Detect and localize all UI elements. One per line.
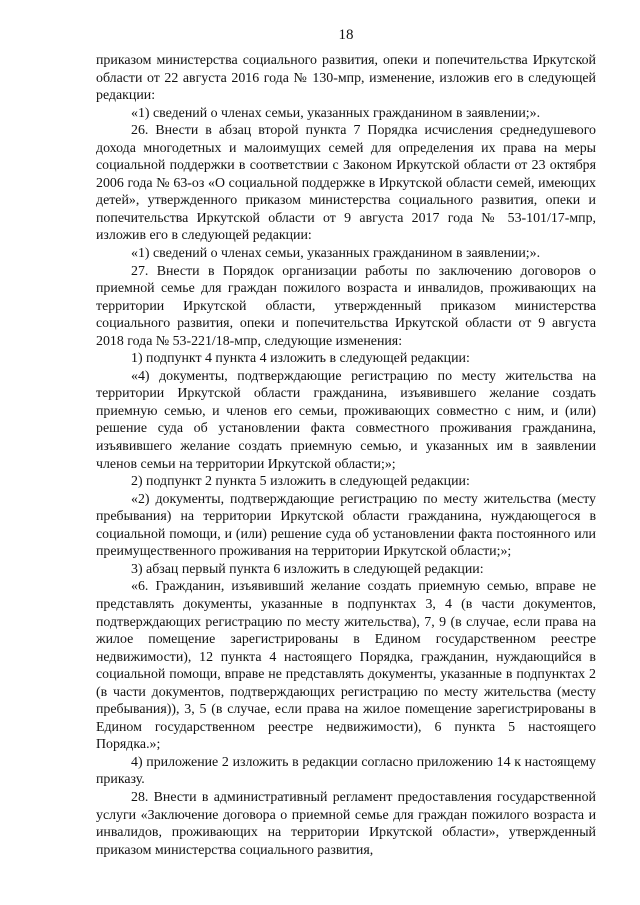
paragraph: 27. Внести в Порядок организации работы по заключению договоров о приемной семье для граждан пожилого возраста и инвалидов, проживающих на территории Иркутской области, утвержденный приказом министерства социального развития, опеки и попечительства Иркутской области от 9 августа 2018 года № 53-221/18-мпр, следующие изменения: — [96, 263, 596, 349]
paragraph: 4) приложение 2 изложить в редакции согласно приложению 14 к настоящему приказу. — [96, 754, 596, 788]
paragraph: 1) подпункт 4 пункта 4 изложить в следующей редакции: — [131, 351, 470, 367]
paragraph: «4) документы, подтверждающие регистрацию по месту жительства на территории Иркутской области гражданина, изъявившего желание создать приемную семью, и членов его семьи, проживающих совместно с ним, и (или) решение суда об установлении факта совместного проживания гражданина, изъявившего желание создать приемную семью, и указанных им в заявлении членов семьи на территории Иркутской области;»; — [96, 368, 596, 472]
paragraph: 26. Внести в абзац второй пункта 7 Порядка исчисления среднедушевого дохода многодетных и малоимущих семей для определения их права на меры социальной поддержки в соответствии с Законом Иркутской области от 23 октября 2006 года № 63-оз «О социальной поддержке в Иркутской области семей, имеющих детей», утвержденного приказом министерства социального развития, опеки и попечительства Иркутской области от 9 августа 2017 года № 53-101/17-мпр, изложив его в следующей редакции: — [96, 123, 596, 244]
paragraph: 3) абзац первый пункта 6 изложить в следующей редакции: — [131, 561, 484, 577]
paragraph: «1) сведений о членах семьи, указанных гражданином в заявлении;». — [131, 246, 541, 262]
page-number: 18 — [338, 27, 354, 43]
document-body — [96, 52, 596, 859]
paragraph: «2) документы, подтверждающие регистрацию по месту жительства (месту пребывания) на территории Иркутской области гражданина, нуждающегося в социальной помощи, и (или) решение суда об установлении факта постоянного или преимущественного проживания на территории Иркутской области;»; — [96, 491, 596, 560]
paragraph: «1) сведений о членах семьи, указанных гражданином в заявлении;». — [131, 105, 541, 121]
paragraph: «6. Гражданин, изъявивший желание создать приемную семью, вправе не представлять документы, указанные в подпунктах 3, 4 (в части документов, подтверждающих регистрацию по месту жительства), 7, 9 (в случае, если права на жилое помещение зарегистрированы в Едином государственном реестре недвижимости), 12 пункта 4 настоящего Порядка, гражданин, нуждающийся в социальной помощи, вправе не представлять документы, указанные в подпунктах 2 (в части документов, подтверждающих регистрацию по месту жительства (месту пребывания)), 3, 5 (в случае, если права на жилое помещение зарегистрированы в Едином государственном реестре недвижимости), 6 пункта 5 настоящего Порядка.»; — [96, 579, 596, 753]
paragraph: 28. Внести в административный регламент предоставления государственной услуги «Заключение договора о приемной семье для граждан пожилого возраста и инвалидов, проживающих на территории Иркутской области», утвержденный приказом министерства социального развития, — [96, 789, 596, 858]
paragraph: приказом министерства социального развития, опеки и попечительства Иркутской области от 22 августа 2016 года № 130-мпр, изменение, изложив его в следующей редакции: — [96, 53, 596, 104]
paragraph: 2) подпункт 2 пункта 5 изложить в следующей редакции: — [131, 474, 470, 490]
